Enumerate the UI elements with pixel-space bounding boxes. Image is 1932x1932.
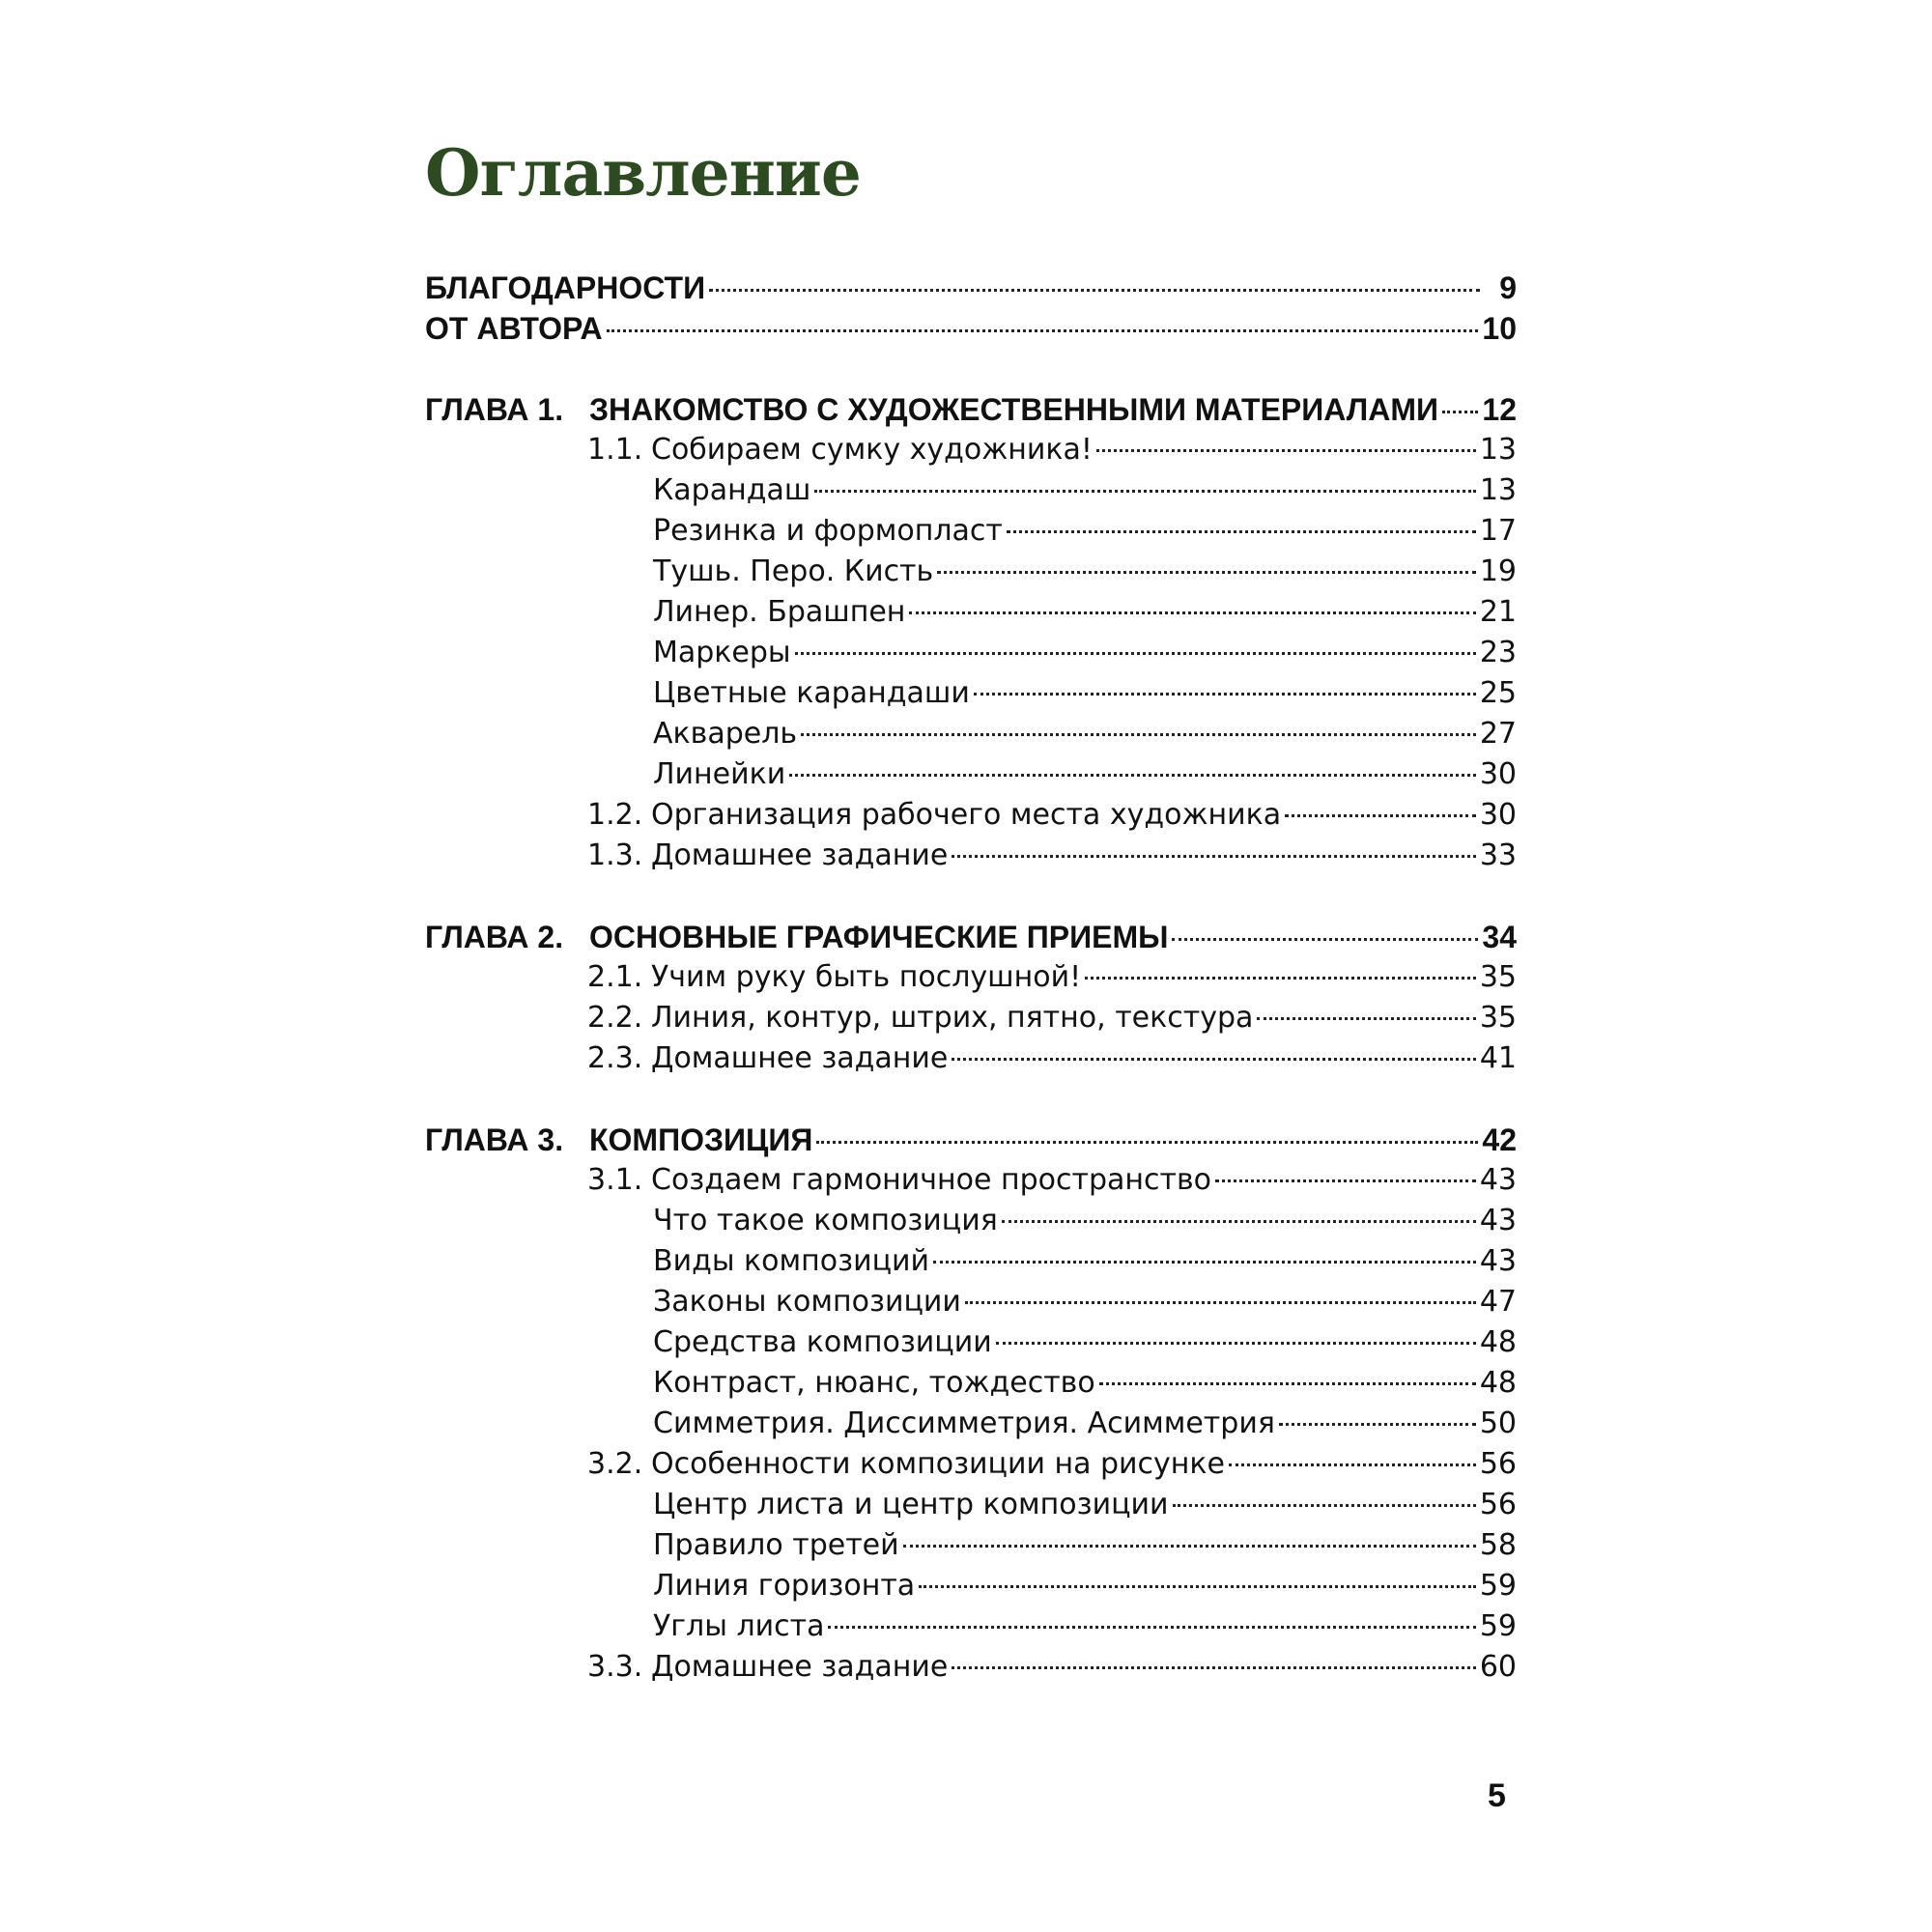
section-number: 2.2.	[587, 1001, 643, 1035]
entry-page-number: 56	[1479, 1447, 1517, 1481]
entry-page-number: 59	[1479, 1609, 1517, 1643]
dot-leader	[828, 1626, 1475, 1629]
entry-title: Акварель	[653, 717, 798, 751]
entry-title: Линер. Брашпен	[653, 595, 906, 629]
toc-entry-section[interactable]	[425, 1163, 1517, 1204]
section-number: 3.3.	[587, 1650, 643, 1684]
toc-entry-section[interactable]	[425, 1650, 1517, 1690]
entry-title: ОТ АВТОРА	[425, 311, 603, 346]
entry-title: ОСНОВНЫЕ ГРАФИЧЕСКИЕ ПРИЕМЫ	[589, 920, 1169, 954]
toc-entry-subsection[interactable]	[425, 1244, 1517, 1285]
entry-title: Особенности композиции на рисунке	[651, 1447, 1225, 1481]
dot-leader	[1285, 814, 1476, 817]
entry-title: Маркеры	[653, 636, 791, 669]
toc-entry-subsection[interactable]	[425, 473, 1517, 514]
entry-title: Линия горизонта	[653, 1569, 916, 1603]
entry-title: Собираем сумку художника!	[651, 433, 1093, 467]
entry-title: Учим руку быть послушной!	[651, 960, 1082, 994]
entry-page-number: 47	[1479, 1285, 1517, 1319]
table-of-contents	[425, 270, 1517, 1690]
entry-page-number: 42	[1482, 1122, 1517, 1157]
entry-page-number: 60	[1479, 1650, 1517, 1684]
dot-leader	[903, 1545, 1476, 1548]
entry-page-number: 27	[1479, 717, 1517, 751]
entry-page-number: 33	[1479, 838, 1517, 872]
dot-leader	[952, 855, 1475, 858]
entry-page-number: 30	[1479, 798, 1517, 832]
dot-leader	[952, 1058, 1475, 1061]
entry-page-number: 23	[1479, 636, 1517, 669]
entry-page-number: 10	[1482, 311, 1517, 346]
dot-leader	[607, 329, 1479, 332]
entry-title: Тушь. Перо. Кисть	[653, 554, 934, 588]
toc-entry-section[interactable]	[425, 798, 1517, 838]
toc-entry-subsection[interactable]	[425, 1366, 1517, 1406]
entry-title: Углы листа	[653, 1609, 825, 1643]
toc-entry-section[interactable]	[425, 1001, 1517, 1041]
entry-page-number: 56	[1479, 1488, 1517, 1521]
toc-entry-section[interactable]	[425, 1041, 1517, 1082]
entry-title: ЗНАКОМСТВО С ХУДОЖЕСТВЕННЫМИ МАТЕРИАЛАМИ	[589, 392, 1438, 427]
entry-page-number: 43	[1479, 1244, 1517, 1278]
entry-title: Симметрия. Диссимметрия. Асимметрия	[653, 1406, 1275, 1440]
entry-title: Домашнее задание	[651, 838, 949, 872]
toc-entry-subsection[interactable]	[425, 554, 1517, 595]
dot-leader	[996, 1342, 1476, 1345]
entry-page-number: 41	[1479, 1041, 1517, 1075]
dot-leader	[1229, 1463, 1476, 1466]
section-number: 1.2.	[587, 798, 643, 832]
dot-leader	[1257, 1017, 1475, 1020]
dot-leader	[795, 652, 1476, 655]
dot-leader	[801, 733, 1476, 736]
entry-page-number: 17	[1479, 514, 1517, 548]
entry-page-number: 58	[1479, 1528, 1517, 1562]
dot-leader	[789, 774, 1476, 777]
dot-leader	[1002, 1220, 1476, 1223]
entry-title: Линейки	[653, 757, 786, 791]
toc-entry-subsection[interactable]	[425, 1285, 1517, 1325]
entry-page-number: 59	[1479, 1569, 1517, 1603]
section-number: 2.3.	[587, 1041, 643, 1075]
toc-entry-chapter[interactable]	[425, 392, 1517, 433]
dot-leader	[919, 1585, 1476, 1588]
chapter-number: ГЛАВА 2.	[425, 920, 564, 954]
entry-title: Средства композиции	[653, 1325, 992, 1359]
dot-leader	[709, 289, 1480, 292]
entry-title: Центр листа и центр композиции	[653, 1488, 1169, 1521]
section-number: 3.1.	[587, 1163, 643, 1197]
entry-page-number: 35	[1479, 1001, 1517, 1035]
dot-leader	[909, 611, 1475, 614]
dot-leader	[965, 1301, 1476, 1304]
chapter-number: ГЛАВА 3.	[425, 1122, 564, 1157]
entry-title: КОМПОЗИЦИЯ	[589, 1122, 813, 1157]
dot-leader	[937, 571, 1476, 574]
dot-leader	[952, 1666, 1475, 1669]
toc-entry-subsection[interactable]	[425, 514, 1517, 554]
entry-page-number: 25	[1479, 676, 1517, 710]
toc-entry-section[interactable]	[425, 960, 1517, 1001]
dot-leader	[1172, 938, 1478, 941]
entry-title: Резинка и формопласт	[653, 514, 1003, 548]
section-number: 3.2.	[587, 1447, 643, 1481]
dot-leader	[1173, 1504, 1476, 1507]
dot-leader	[1099, 1382, 1476, 1385]
toc-entry-subsection[interactable]	[425, 1488, 1517, 1528]
entry-page-number: 19	[1479, 554, 1517, 588]
entry-title: Что такое композиция	[653, 1204, 998, 1237]
entry-title: Правило третей	[653, 1528, 899, 1562]
section-number: 1.1.	[587, 433, 643, 467]
entry-page-number: 43	[1479, 1163, 1517, 1197]
section-number: 2.1.	[587, 960, 643, 994]
entry-page-number: 12	[1482, 392, 1517, 427]
toc-entry-section[interactable]	[425, 433, 1517, 473]
toc-entry-subsection[interactable]	[425, 1406, 1517, 1447]
section-number: 1.3.	[587, 838, 643, 872]
dot-leader	[1442, 411, 1478, 413]
dot-leader	[933, 1261, 1476, 1264]
toc-entry-section[interactable]	[425, 1447, 1517, 1488]
toc-entry-section[interactable]	[425, 838, 1517, 879]
entry-page-number: 35	[1479, 960, 1517, 994]
dot-leader	[974, 693, 1476, 696]
entry-title: Домашнее задание	[651, 1650, 949, 1684]
toc-entry-chapter[interactable]	[425, 1122, 1517, 1163]
entry-title: Организация рабочего места художника	[651, 798, 1282, 832]
entry-title: Законы композиции	[653, 1285, 961, 1319]
toc-entry-subsection[interactable]	[425, 636, 1517, 676]
dot-leader	[1085, 977, 1476, 980]
toc-entry-subsection[interactable]	[425, 676, 1517, 717]
toc-entry-chapter[interactable]	[425, 920, 1517, 960]
entry-title: Карандаш	[653, 473, 811, 507]
dot-leader	[814, 490, 1476, 493]
entry-title: БЛАГОДАРНОСТИ	[425, 270, 706, 305]
entry-title: Домашнее задание	[651, 1041, 949, 1075]
page-title: Оглавление	[425, 135, 861, 211]
toc-entry-front-matter[interactable]	[425, 270, 1517, 311]
dot-leader	[1215, 1179, 1476, 1182]
toc-entry-front-matter[interactable]	[425, 311, 1517, 352]
entry-page-number: 13	[1479, 473, 1517, 507]
dot-leader	[1007, 530, 1476, 533]
entry-page-number: 43	[1479, 1204, 1517, 1237]
entry-title: Создаем гармоничное пространство	[651, 1163, 1212, 1197]
entry-page-number: 48	[1479, 1366, 1517, 1400]
entry-page-number: 48	[1479, 1325, 1517, 1359]
toc-entry-subsection[interactable]	[425, 1569, 1517, 1609]
dot-leader	[1279, 1423, 1476, 1426]
entry-page-number: 9	[1499, 270, 1517, 305]
toc-entry-subsection[interactable]	[425, 1528, 1517, 1569]
entry-title: Контраст, нюанс, тождество	[653, 1366, 1095, 1400]
entry-page-number: 21	[1479, 595, 1517, 629]
toc-entry-subsection[interactable]	[425, 717, 1517, 757]
chapter-number: ГЛАВА 1.	[425, 392, 564, 427]
dot-leader	[816, 1141, 1478, 1144]
entry-title: Виды композиций	[653, 1244, 929, 1278]
toc-entry-subsection[interactable]	[425, 757, 1517, 798]
toc-entry-subsection[interactable]	[425, 595, 1517, 636]
dot-leader	[1096, 449, 1476, 452]
entry-title: Цветные карандаши	[653, 676, 970, 710]
entry-page-number: 50	[1479, 1406, 1517, 1440]
entry-page-number: 30	[1479, 757, 1517, 791]
entry-title: Линия, контур, штрих, пятно, текстура	[651, 1001, 1254, 1035]
toc-entry-subsection[interactable]	[425, 1325, 1517, 1366]
page-number: 5	[1488, 1777, 1506, 1814]
toc-entry-subsection[interactable]	[425, 1609, 1517, 1650]
toc-entry-subsection[interactable]	[425, 1204, 1517, 1244]
entry-page-number: 34	[1482, 920, 1517, 954]
entry-page-number: 13	[1479, 433, 1517, 467]
